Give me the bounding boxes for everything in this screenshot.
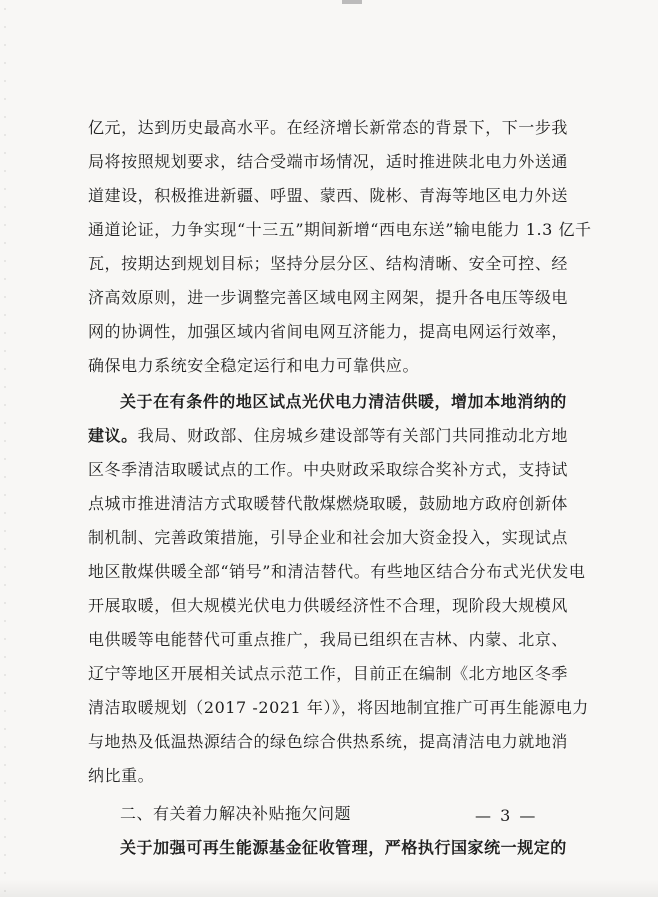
paragraph-2-line-9: 辽宁等地区开展相关试点示范工作，目前正在编制《北方地区冬季 [88,664,568,683]
paragraph-2-line-6: 地区散煤供暖全部“销号”和清洁替代。有些地区结合分布式光伏发电 [88,562,586,581]
paragraph-1-line-5: 瓦，按期达到规划目标；坚持分层分区、结构清晰、安全可控、经 [88,254,568,273]
scan-edge-dots [0,0,10,897]
paragraph-2-bold-line-1: 关于在有条件的地区试点光伏电力清洁供暖，增加本地消纳的 [120,392,567,411]
page-number: — 3 — [475,806,538,825]
paragraph-2-line-3: 区冬季清洁取暖试点的工作。中央财政采取综合奖补方式，支持试 [88,460,568,479]
page-bottom-shadow [0,879,658,897]
paragraph-1-line-7: 网的协调性，加强区域内省间电网互济能力，提高电网运行效率， [88,322,568,341]
paragraph-2-line-12: 纳比重。 [88,766,155,785]
paragraph-2-bold-ending: 建议。 [88,426,138,445]
paragraph-1-line-3: 道建设，积极推进新疆、呼盟、蒙西、陇彬、青海等地区电力外送 [88,186,568,205]
paragraph-2-line-10: 清洁取暖规划（2017 -2021 年）》，将因地制宜推广可再生能源电力 [88,698,589,717]
paragraph-2-line-8: 电供暖等电能替代可重点推广，我局已组织在吉林、内蒙、北京、 [88,630,568,649]
paragraph-1-line-1: 亿元，达到历史最高水平。在经济增长新常态的背景下，下一步我 [88,118,568,137]
paragraph-1-line-4: 通道论证，力争实现“十三五”期间新增“西电东送”输电能力 1.3 亿千 [88,220,592,239]
top-marker [342,0,362,4]
paragraph-1-line-8: 确保电力系统安全稳定运行和电力可靠供应。 [88,356,420,375]
paragraph-2-line-11: 与地热及低温热源结合的绿色综合供热系统，提高清洁电力就地消 [88,732,568,751]
section-heading: 二、有关着力解决补贴拖欠问题 [120,804,352,823]
paragraph-2-line-4: 点城市推进清洁方式取暖替代散煤燃烧取暖，鼓励地方政府创新体 [88,494,568,513]
paragraph-2-line-2-text: 我局、财政部、住房城乡建设部等有关部门共同推动北方地 [137,426,568,445]
paragraph-1-line-2: 局将按照规划要求，结合受端市场情况，适时推进陕北电力外送通 [88,152,568,171]
paragraph-2-line-2 [88,426,568,446]
paragraph-1-line-6: 济高效原则，进一步调整完善区域电网主网架，提升各电压等级电 [88,288,568,307]
paragraph-3-line-1: 关于加强可再生能源基金征收管理，严格执行国家统一规定的 [120,838,567,857]
paragraph-2-line-5: 制机制、完善政策措施，引导企业和社会加大资金投入，实现试点 [88,528,568,547]
paragraph-2-line-7: 开展取暖，但大规模光伏电力供暖经济性不合理，现阶段大规模风 [88,596,568,615]
